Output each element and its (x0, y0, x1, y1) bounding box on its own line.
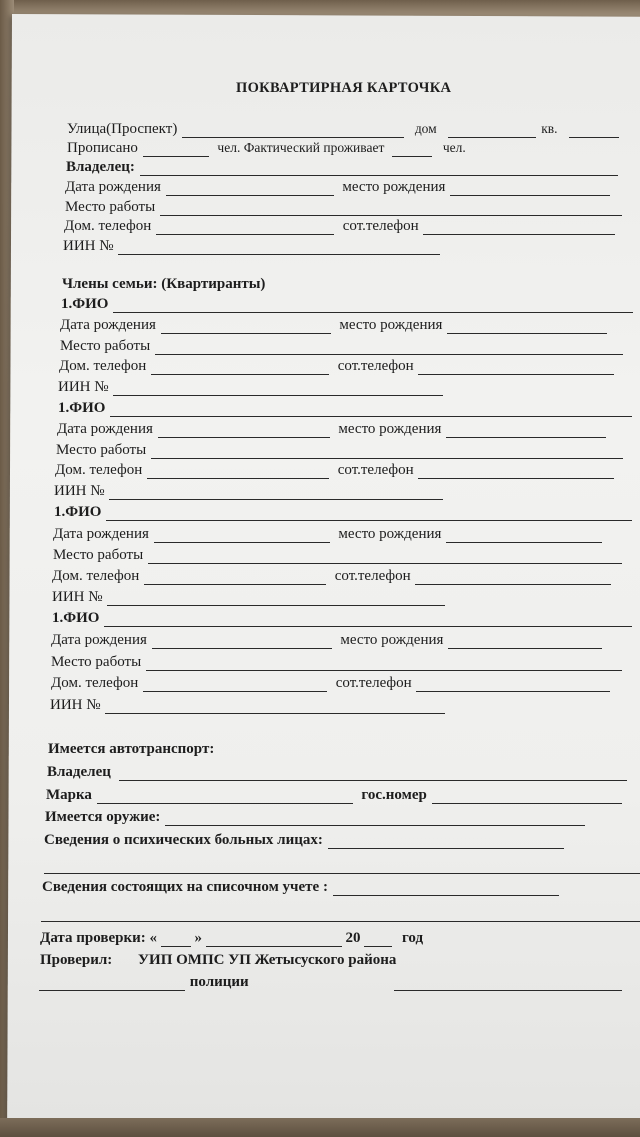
vehicle-owner-blank[interactable] (119, 766, 627, 781)
member-3-mobile-label: сот.телефон (334, 568, 411, 584)
weapon-blank[interactable] (165, 811, 585, 826)
vehicle-brand-label: Марка (46, 787, 92, 803)
registry-label: Сведения состоящих на списочном учете : (42, 879, 328, 895)
mental-blank[interactable] (328, 834, 564, 849)
member-4-work-row (51, 653, 623, 671)
member-2-mobile-label: сот.телефон (337, 462, 414, 478)
member-3-birth-date-blank[interactable] (154, 528, 330, 543)
member-3-birth-date-label: Дата рождения (53, 526, 149, 542)
member-2-birth-place-blank[interactable] (446, 423, 606, 438)
vehicle-owner-label: Владелец (47, 764, 111, 780)
police-row (38, 973, 623, 991)
member-2-fio-row (58, 399, 633, 417)
registered-row (67, 139, 466, 157)
member-2-fio-blank[interactable] (110, 402, 632, 417)
member-3-work-row (53, 546, 623, 564)
weapon-row (45, 808, 586, 826)
vehicle-heading: Имеется автотранспорт: (48, 741, 215, 757)
member-1-birth-date-blank[interactable] (161, 319, 331, 334)
check-date-label: Дата проверки: « (40, 930, 157, 946)
check-year-label: год (401, 930, 424, 946)
registry-extra-blank[interactable] (41, 907, 640, 922)
police-label: полиции (189, 974, 249, 990)
registry-row (42, 878, 560, 896)
member-3-fio-row (54, 503, 633, 521)
vehicle-brand-blank[interactable] (97, 789, 353, 804)
member-4-mobile-label: сот.телефон (335, 675, 412, 691)
member-2-phone-row (55, 461, 615, 479)
member-2-birth-date-label: Дата рождения (57, 421, 153, 437)
owner-birth-date-label: Дата рождения (65, 179, 161, 195)
owner-iin-blank[interactable] (118, 240, 440, 255)
owner-home-phone-blank[interactable] (156, 220, 334, 235)
member-4-iin-label: ИИН № (50, 697, 101, 713)
member-3-fio-blank[interactable] (106, 506, 632, 521)
registered-label: Прописано (67, 140, 138, 156)
member-1-mobile-label: сот.телефон (337, 358, 414, 374)
member-2-birth-row (57, 420, 607, 438)
member-3-work-label: Место работы (53, 547, 144, 563)
member-4-birth-place-label: место рождения (340, 632, 444, 648)
member-4-work-blank[interactable] (146, 656, 622, 671)
street-blank[interactable] (182, 123, 404, 138)
member-4-home-phone-label: Дом. телефон (51, 675, 139, 691)
registered-persons-label: чел. Фактический проживает (217, 140, 385, 155)
house-label: дом (414, 121, 437, 136)
member-4-mobile-blank[interactable] (416, 677, 610, 692)
owner-mobile-blank[interactable] (423, 220, 615, 235)
member-1-fio-label: 1.ФИО (61, 296, 109, 312)
member-3-work-blank[interactable] (148, 549, 622, 564)
member-1-work-row (60, 337, 624, 355)
family-heading: Члены семьи: (Квартиранты) (62, 276, 266, 292)
member-4-work-label: Место работы (51, 654, 142, 670)
member-3-mobile-blank[interactable] (415, 570, 611, 585)
owner-blank[interactable] (140, 161, 618, 176)
member-2-iin-row (54, 482, 444, 500)
vehicle-brand-row (46, 786, 623, 804)
mental-row (44, 831, 565, 849)
member-1-iin-label: ИИН № (58, 379, 109, 395)
member-4-fio-blank[interactable] (104, 612, 632, 627)
mental-extra-row (43, 856, 640, 874)
member-2-home-phone-blank[interactable] (147, 464, 329, 479)
member-1-birth-place-blank[interactable] (447, 319, 607, 334)
member-2-iin-blank[interactable] (109, 485, 443, 500)
member-2-work-blank[interactable] (151, 444, 623, 459)
apt-label: кв. (541, 121, 558, 136)
member-1-birth-row (60, 316, 608, 334)
member-3-birth-row (53, 525, 603, 543)
owner-heading: Владелец: (66, 159, 135, 175)
weapon-label: Имеется оружие: (45, 809, 161, 825)
member-4-home-phone-blank[interactable] (143, 677, 327, 692)
owner-birth-row (65, 178, 611, 196)
member-2-birth-place-label: место рождения (338, 421, 442, 437)
checker-signature-blank[interactable] (39, 976, 185, 991)
owner-birth-place-blank[interactable] (450, 181, 610, 196)
check-date-row (40, 929, 423, 947)
member-4-iin-blank[interactable] (105, 699, 445, 714)
checked-by-label: Проверил: (40, 952, 113, 968)
member-3-fio-label: 1.ФИО (54, 504, 102, 520)
house-blank[interactable] (448, 123, 536, 138)
member-3-home-phone-blank[interactable] (144, 570, 326, 585)
owner-row (66, 158, 619, 176)
check-year-blank[interactable] (364, 932, 392, 947)
apt-blank[interactable] (569, 123, 619, 138)
check-quote-close: » (194, 930, 202, 946)
check-month-blank[interactable] (206, 932, 342, 947)
member-1-work-blank[interactable] (155, 340, 623, 355)
member-4-fio-label: 1.ФИО (52, 610, 100, 626)
owner-work-label: Место работы (65, 199, 156, 215)
member-1-iin-row (58, 378, 444, 396)
member-2-home-phone-label: Дом. телефон (55, 462, 143, 478)
member-4-iin-row (50, 696, 446, 714)
owner-birth-date-blank[interactable] (166, 181, 334, 196)
registry-blank[interactable] (333, 881, 559, 896)
checked-by-row (40, 951, 396, 969)
mental-extra-blank[interactable] (44, 859, 640, 874)
owner-work-blank[interactable] (160, 201, 622, 216)
member-2-work-label: Место работы (56, 442, 147, 458)
actual-residents-blank[interactable] (392, 142, 432, 157)
owner-phone-row (64, 217, 616, 235)
member-3-home-phone-label: Дом. телефон (52, 568, 140, 584)
member-1-birth-date-label: Дата рождения (60, 317, 156, 333)
member-2-mobile-blank[interactable] (418, 464, 614, 479)
member-4-phone-row (51, 674, 611, 692)
member-4-fio-row (52, 609, 633, 627)
member-3-phone-row (52, 567, 612, 585)
member-2-fio-label: 1.ФИО (58, 400, 106, 416)
persons-label: чел. (442, 140, 466, 155)
member-3-iin-blank[interactable] (107, 591, 445, 606)
check-day-blank[interactable] (161, 932, 191, 947)
owner-birth-place-label: место рождения (342, 179, 446, 195)
member-4-birth-row (51, 631, 603, 649)
vehicle-owner-row (47, 763, 628, 781)
member-1-fio-blank[interactable] (113, 298, 633, 313)
registered-blank[interactable] (143, 142, 209, 157)
member-3-iin-label: ИИН № (52, 589, 103, 605)
member-2-iin-label: ИИН № (54, 483, 105, 499)
member-1-home-phone-blank[interactable] (151, 360, 329, 375)
checker-name-blank[interactable] (394, 976, 622, 991)
member-4-birth-date-blank[interactable] (152, 634, 332, 649)
registry-extra-row (40, 904, 640, 922)
member-2-birth-date-blank[interactable] (158, 423, 330, 438)
member-1-phone-row (59, 357, 615, 375)
owner-iin-row (63, 237, 441, 255)
owner-iin-label: ИИН № (63, 238, 114, 254)
member-1-birth-place-label: место рождения (339, 317, 443, 333)
owner-home-phone-label: Дом. телефон (64, 218, 152, 234)
mental-label: Сведения о психических больных лицах: (44, 832, 323, 848)
member-4-birth-date-label: Дата рождения (51, 632, 147, 648)
member-1-home-phone-label: Дом. телефон (59, 358, 147, 374)
owner-mobile-label: сот.телефон (342, 218, 419, 234)
table-surface-bottom (0, 1118, 640, 1137)
member-3-iin-row (52, 588, 446, 606)
vehicle-plate-label: гос.номер (361, 787, 427, 803)
address-row (67, 120, 620, 138)
vehicle-plate-blank[interactable] (432, 789, 622, 804)
check-century: 20 (345, 930, 361, 946)
form-title: ПОКВАРТИРНАЯ КАРТОЧКА (236, 80, 452, 96)
member-3-birth-place-label: место рождения (338, 526, 442, 542)
member-3-birth-place-blank[interactable] (446, 528, 602, 543)
member-1-mobile-blank[interactable] (418, 360, 614, 375)
member-2-work-row (56, 441, 624, 459)
checked-by-org: УИП ОМПС УП Жетысуского района (138, 952, 397, 968)
member-4-birth-place-blank[interactable] (448, 634, 602, 649)
member-1-work-label: Место работы (60, 338, 151, 354)
member-1-fio-row (61, 295, 634, 313)
member-1-iin-blank[interactable] (113, 381, 443, 396)
owner-work-row (65, 198, 623, 216)
street-label: Улица(Проспект) (67, 121, 178, 137)
